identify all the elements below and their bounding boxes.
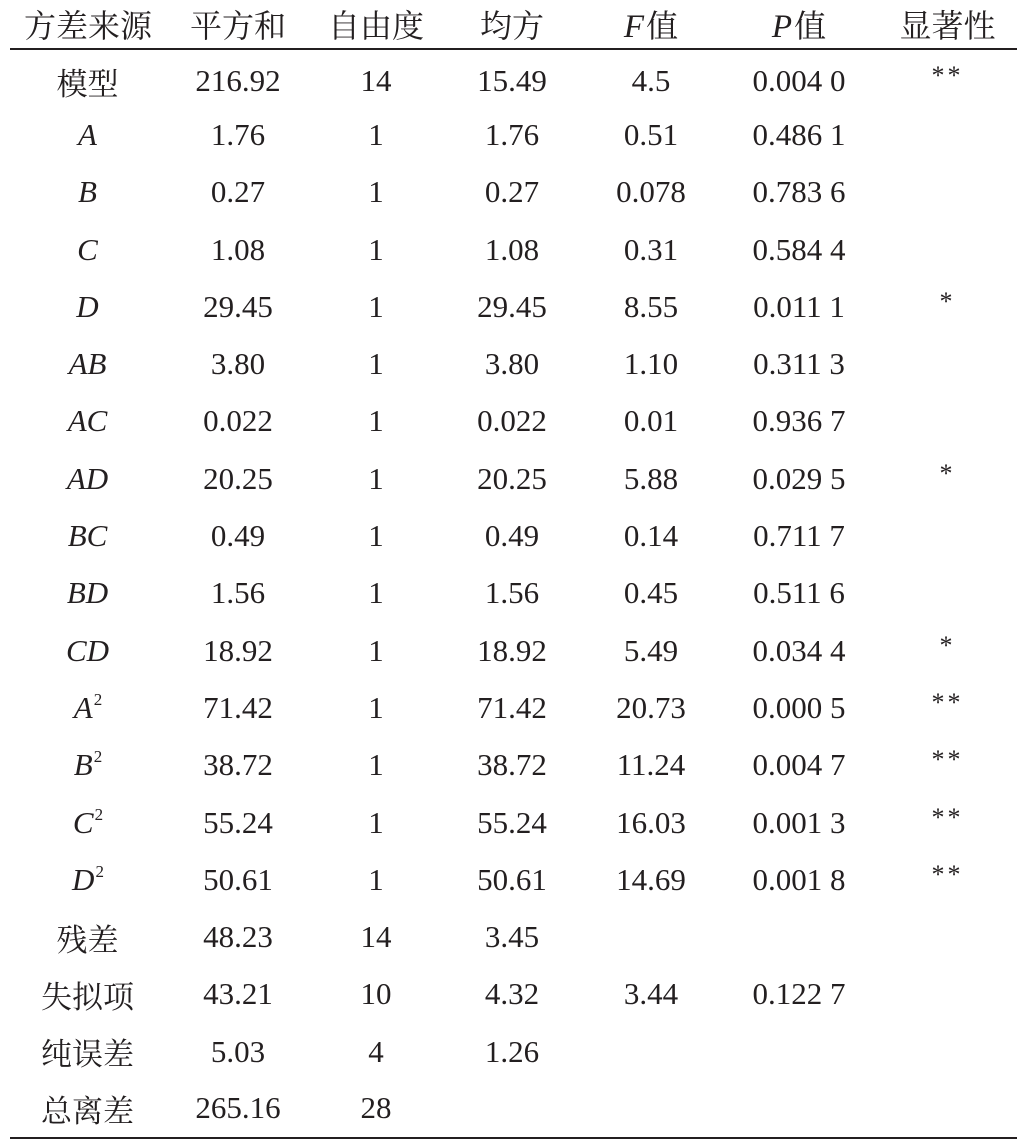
cell-degrees-of-freedom: 1	[368, 346, 384, 382]
cell-degrees-of-freedom: 1	[368, 632, 384, 668]
cell-p-value: 0.936 7	[752, 403, 846, 439]
cell-degrees-of-freedom: 1	[368, 804, 384, 840]
source-label: B	[78, 174, 97, 210]
cell-f-value: 4.5	[631, 63, 671, 99]
cell-source	[10, 908, 166, 965]
cell-source	[10, 794, 166, 851]
header-row	[10, 0, 1017, 49]
cell-sum-of-squares: 1.76	[210, 116, 266, 152]
cell-source	[10, 393, 166, 450]
cell-p-value: 0.004 7	[752, 747, 846, 783]
cell-sum-of-squares: 20.25	[203, 460, 273, 496]
cell-sum-of-squares: 1.56	[210, 575, 266, 611]
cell-sum-of-squares: 38.72	[203, 747, 273, 783]
cell-source	[10, 106, 166, 163]
cell-sum-of-squares: 0.022	[203, 403, 273, 439]
cell-degrees-of-freedom: 10	[360, 976, 392, 1012]
cell-p-value: 0.486 1	[752, 116, 846, 152]
source-label: 纯误差	[41, 1037, 134, 1074]
cell-mean-square: 18.92	[477, 632, 547, 668]
cell-significance: *	[939, 286, 956, 316]
source-label: C	[72, 804, 94, 840]
table-body	[10, 49, 1017, 1138]
source-label: AC	[67, 403, 108, 439]
cell-f-value: 0.078	[616, 174, 686, 210]
cell-significance	[878, 106, 1017, 163]
cell-degrees-of-freedom: 1	[368, 518, 384, 554]
cell-f-value: 8.55	[623, 288, 679, 324]
cell-significance: **	[931, 802, 964, 832]
cell-p-value: 0.000 5	[752, 689, 846, 725]
cell-p-value: 0.584 4	[752, 231, 846, 267]
source-label: D	[72, 861, 95, 897]
table-row	[10, 1080, 1017, 1137]
cell-p-value: 0.004 0	[752, 63, 846, 99]
cell-degrees-of-freedom: 1	[368, 174, 384, 210]
cell-sum-of-squares: 29.45	[203, 288, 273, 324]
cell-p-value	[720, 1023, 878, 1080]
cell-f-value: 0.51	[623, 116, 679, 152]
cell-f-value: 0.45	[623, 575, 679, 611]
cell-source	[10, 1080, 166, 1137]
source-label: AB	[68, 346, 107, 382]
source-label: BC	[67, 518, 108, 554]
cell-degrees-of-freedom: 28	[310, 1080, 442, 1137]
source-label: CD	[65, 632, 110, 668]
table-row	[10, 737, 1017, 794]
cell-significance	[878, 565, 1017, 622]
cell-significance	[878, 1023, 1017, 1080]
cell-mean-square: 1.76	[484, 116, 540, 152]
cell-p-value: 0.001 3	[752, 804, 846, 840]
anova-table-container	[10, 0, 1017, 1139]
cell-f-value: 20.73	[616, 689, 686, 725]
cell-degrees-of-freedom: 1	[368, 460, 384, 496]
source-exponent: 2	[93, 747, 103, 767]
source-label: BD	[66, 575, 109, 611]
cell-degrees-of-freedom: 1	[368, 689, 384, 725]
cell-source	[10, 221, 166, 278]
cell-f-value	[582, 1080, 720, 1137]
cell-f-value: 0.14	[623, 518, 679, 554]
cell-f-value: 16.03	[616, 804, 686, 840]
cell-source	[10, 450, 166, 507]
source-label: 总离差	[41, 1093, 134, 1130]
cell-mean-square: 38.72	[477, 747, 547, 783]
cell-p-value: 0.311 3	[753, 346, 845, 382]
cell-source	[10, 335, 166, 392]
cell-sum-of-squares: 265.16	[166, 1080, 310, 1137]
cell-significance	[878, 393, 1017, 450]
cell-f-value: 5.49	[623, 632, 679, 668]
cell-mean-square: 1.26	[484, 1033, 540, 1069]
table-row	[10, 679, 1017, 736]
cell-mean-square: 0.022	[477, 403, 547, 439]
cell-sum-of-squares: 71.42	[203, 689, 273, 725]
cell-p-value	[720, 1080, 878, 1137]
cell-p-value: 0.001 8	[752, 861, 846, 897]
cell-significance	[878, 335, 1017, 392]
cell-source	[10, 966, 166, 1023]
cell-source	[10, 507, 166, 564]
table-row	[10, 851, 1017, 908]
cell-source	[10, 622, 166, 679]
cell-degrees-of-freedom: 1	[368, 403, 384, 439]
cell-degrees-of-freedom: 1	[368, 747, 384, 783]
cell-mean-square: 3.80	[484, 346, 540, 382]
table-row	[10, 450, 1017, 507]
cell-significance: **	[931, 745, 964, 775]
source-label: B	[73, 747, 93, 783]
cell-f-value	[582, 908, 720, 965]
cell-p-value	[720, 908, 878, 965]
cell-significance: *	[939, 458, 956, 488]
cell-significance	[878, 164, 1017, 221]
cell-source	[10, 851, 166, 908]
cell-degrees-of-freedom: 1	[368, 116, 384, 152]
table-row	[10, 164, 1017, 221]
cell-mean-square: 29.45	[477, 288, 547, 324]
cell-significance: *	[939, 630, 956, 660]
table-row	[10, 1023, 1017, 1080]
cell-degrees-of-freedom: 4	[368, 1033, 384, 1069]
cell-degrees-of-freedom: 1	[368, 288, 384, 324]
table-row	[10, 278, 1017, 335]
source-label: A	[73, 689, 93, 725]
cell-p-value: 0.711 7	[753, 518, 845, 554]
anova-table	[10, 0, 1017, 1139]
cell-sum-of-squares: 48.23	[203, 919, 273, 955]
header-sum-of-squares: 平方和	[166, 0, 310, 49]
cell-mean-square: 20.25	[477, 460, 547, 496]
cell-source	[10, 737, 166, 794]
cell-mean-square: 3.45	[484, 919, 540, 955]
cell-sum-of-squares: 43.21	[203, 976, 273, 1012]
cell-p-value: 0.011 1	[753, 288, 845, 324]
source-exponent: 2	[94, 804, 104, 824]
cell-degrees-of-freedom: 1	[368, 861, 384, 897]
cell-significance: **	[931, 859, 964, 889]
cell-mean-square: 1.08	[484, 231, 540, 267]
source-label: 模型	[56, 66, 119, 103]
cell-degrees-of-freedom: 1	[368, 231, 384, 267]
cell-sum-of-squares: 1.08	[210, 231, 266, 267]
cell-degrees-of-freedom: 14	[360, 63, 392, 99]
table-row	[10, 393, 1017, 450]
cell-sum-of-squares: 3.80	[210, 346, 266, 382]
cell-f-value: 11.24	[616, 747, 686, 783]
header-f-value: F值	[582, 0, 720, 49]
cell-significance: **	[931, 687, 964, 717]
table-row	[10, 794, 1017, 851]
cell-f-value: 14.69	[616, 861, 686, 897]
cell-significance	[878, 966, 1017, 1023]
cell-mean-square: 0.49	[484, 518, 540, 554]
cell-source	[10, 565, 166, 622]
cell-mean-square: 0.27	[484, 174, 540, 210]
cell-p-value: 0.034 4	[752, 632, 846, 668]
cell-p-value: 0.122 7	[752, 976, 846, 1012]
cell-sum-of-squares: 5.03	[210, 1033, 266, 1069]
table-row	[10, 908, 1017, 965]
cell-mean-square	[442, 1080, 582, 1137]
cell-p-value: 0.511 6	[753, 575, 845, 611]
cell-significance	[878, 507, 1017, 564]
source-label: D	[76, 288, 99, 324]
cell-source	[10, 278, 166, 335]
cell-sum-of-squares: 55.24	[203, 804, 273, 840]
table-header	[10, 0, 1017, 49]
header-degrees-of-freedom: 自由度	[310, 0, 442, 49]
cell-sum-of-squares: 18.92	[203, 632, 273, 668]
table-row	[10, 565, 1017, 622]
table-row	[10, 221, 1017, 278]
cell-mean-square: 55.24	[477, 804, 547, 840]
cell-mean-square: 1.56	[484, 575, 540, 611]
cell-p-value: 0.783 6	[752, 174, 846, 210]
cell-f-value: 1.10	[623, 346, 679, 382]
cell-degrees-of-freedom: 14	[360, 919, 392, 955]
table-row	[10, 507, 1017, 564]
cell-f-value: 3.44	[623, 976, 679, 1012]
cell-degrees-of-freedom: 1	[368, 575, 384, 611]
cell-f-value: 0.01	[623, 403, 679, 439]
cell-f-value: 0.31	[623, 231, 679, 267]
cell-significance	[878, 1080, 1017, 1137]
cell-significance: **	[931, 61, 964, 91]
cell-f-value: 5.88	[623, 460, 679, 496]
source-label: C	[77, 231, 98, 267]
cell-source	[10, 49, 166, 106]
table-row	[10, 106, 1017, 163]
cell-source	[10, 164, 166, 221]
cell-significance	[878, 908, 1017, 965]
table-row	[10, 335, 1017, 392]
header-p-value: P值	[720, 0, 878, 49]
cell-mean-square: 4.32	[484, 976, 540, 1012]
table-row	[10, 49, 1017, 106]
cell-sum-of-squares: 0.49	[210, 518, 266, 554]
header-mean-square: 均方	[442, 0, 582, 49]
cell-source	[10, 679, 166, 736]
cell-sum-of-squares: 50.61	[203, 861, 273, 897]
cell-significance	[878, 221, 1017, 278]
source-exponent: 2	[95, 861, 104, 881]
source-label: A	[78, 116, 97, 152]
table-row	[10, 966, 1017, 1023]
cell-sum-of-squares: 216.92	[195, 63, 281, 99]
source-label: 残差	[56, 922, 119, 959]
cell-p-value: 0.029 5	[752, 460, 846, 496]
cell-f-value	[582, 1023, 720, 1080]
cell-mean-square: 71.42	[477, 689, 547, 725]
cell-source	[10, 1023, 166, 1080]
cell-mean-square: 50.61	[477, 861, 547, 897]
source-exponent: 2	[93, 689, 103, 709]
header-significance: 显著性	[878, 0, 1017, 49]
header-source: 方差来源	[10, 0, 166, 49]
cell-mean-square: 15.49	[477, 63, 547, 99]
cell-sum-of-squares: 0.27	[210, 174, 266, 210]
source-label: AD	[66, 460, 109, 496]
table-row	[10, 622, 1017, 679]
source-label: 失拟项	[41, 979, 134, 1016]
